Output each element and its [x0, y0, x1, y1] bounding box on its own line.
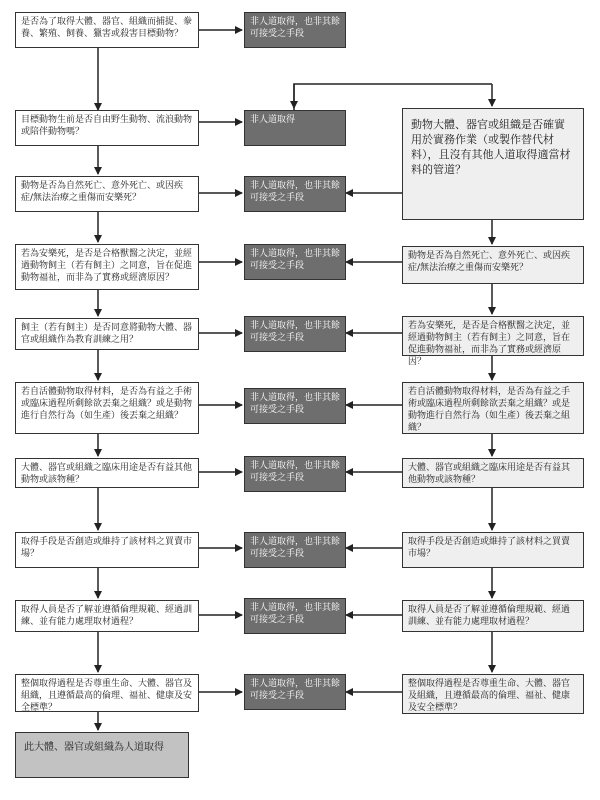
outcome-not-acceptable: 非人道取得，也非其餘可接受之手段	[244, 244, 346, 280]
outcome-not-acceptable: 非人道取得，也非其餘可接受之手段	[244, 388, 346, 424]
outcome-inhumane: 非人道取得	[244, 110, 346, 146]
question-l6: 若自活體動物取得材料，是否為有益之手術或臨床過程所剩餘欲丟棄之組織？或是動物進行自然行為（如生產）後丟棄之組織？	[15, 382, 199, 434]
outcome-not-acceptable: 非人道取得，也非其餘可接受之手段	[244, 456, 346, 492]
question-l9: 取得人員是否了解並遵循倫理規範、經過訓練、並有能力處理取材過程？	[15, 600, 199, 632]
question-l7: 大體、器官或組織之臨床用途是否有益其他動物或該物種？	[15, 458, 199, 488]
question-l1: 是否為了取得大體、器官、組織而捕捉、豢養、繁殖、飼養、獵害或殺害目標動物？	[15, 12, 199, 48]
outcome-not-acceptable: 非人道取得，也非其餘可接受之手段	[244, 176, 346, 212]
question-r6: 取得手段是否創造或維持了該材料之買賣市場？	[402, 532, 584, 568]
question-r3: 若為安樂死，是否是合格獸醫之決定，並經過動物飼主（若有飼主）之同意，旨在促進動物福祉，而非為了實務或經濟原因？	[402, 316, 584, 356]
outcome-not-acceptable: 非人道取得，也非其餘可接受之手段	[244, 674, 346, 710]
question-l8: 取得手段是否創造或維持了該材料之買賣市場？	[15, 532, 199, 568]
question-l2: 目標動物生前是否自由野生動物、流浪動物或陪伴動物嗎？	[15, 110, 199, 146]
question-r8: 整個取得過程是否尊重生命、大體、器官及組織，且遵循最高的倫理、福祉、健康及安全標準？	[402, 674, 584, 714]
question-l3: 動物是否為自然死亡、意外死亡、或因疾症/無法治療之重傷而安樂死？	[15, 176, 199, 212]
question-l4: 若為安樂死，是否是合格獸醫之決定，並經過動物飼主（若有飼主）之同意，旨在促進動物福祉，而非為了實務或經濟原因？	[15, 244, 199, 290]
question-r5: 大體、器官或組織之臨床用途是否有益其他動物或該物種？	[402, 458, 584, 488]
outcome-not-acceptable: 非人道取得，也非其餘可接受之手段	[244, 12, 346, 48]
question-r4: 若自活體動物取得材料，是否為有益之手術或臨床過程所剩餘欲丟棄之組織？或是動物進行自然行為（如生產）後丟棄之組織？	[402, 382, 584, 434]
question-l10: 整個取得過程是否尊重生命、大體、器官及組織，且遵循最高的倫理、福祉、健康及安全標準？	[15, 674, 199, 712]
outcome-not-acceptable: 非人道取得，也非其餘可接受之手段	[244, 598, 346, 634]
outcome-not-acceptable: 非人道取得，也非其餘可接受之手段	[244, 532, 346, 568]
question-r7: 取得人員是否了解並遵循倫理規範、經過訓練、並有能力處理取材過程？	[402, 600, 584, 632]
outcome-not-acceptable: 非人道取得，也非其餘可接受之手段	[244, 316, 346, 352]
question-r2: 動物是否為自然死亡、意外死亡、或因疾症/無法治療之重傷而安樂死？	[402, 246, 584, 284]
result-humane: 此大體、器官或組織為人道取得	[15, 732, 189, 778]
question-l5: 飼主（若有飼主）是否同意將動物大體、器官或組織作為教育訓練之用？	[15, 318, 199, 350]
question-r1: 動物大體、器官或組織是否確實用於實務作業（或製作替代材料），且沒有其他人道取得適當材料的管道？	[402, 108, 584, 220]
branch-line	[294, 84, 492, 110]
